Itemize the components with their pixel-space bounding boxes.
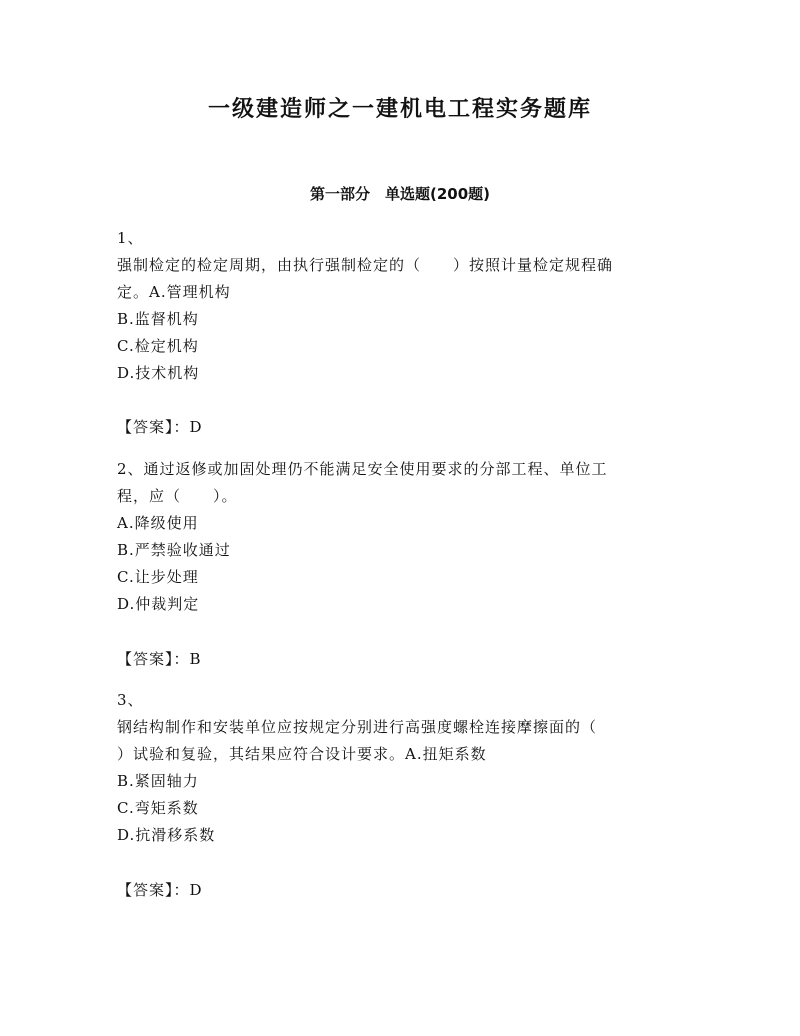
- question-1-option-c: C.检定机构: [117, 337, 199, 355]
- question-2-stem-line2: 程，应（ ）。: [117, 487, 238, 505]
- question-1-option-b: B.监督机构: [117, 310, 199, 328]
- question-3-option-d: D.抗滑移系数: [117, 826, 216, 844]
- question-3-stem-line2: ）试验和复验，其结果应符合设计要求。A.扭矩系数: [117, 745, 487, 763]
- question-3-option-b: B.紧固轴力: [117, 772, 199, 790]
- question-3-number: 3、: [117, 691, 144, 709]
- question-1-stem-line2: 定。A.管理机构: [117, 283, 231, 301]
- question-2-option-d: D.仲裁判定: [117, 595, 200, 613]
- question-3-stem-line1: 钢结构制作和安装单位应按规定分别进行高强度螺栓连接摩擦面的（: [117, 718, 598, 736]
- question-1-number: 1、: [117, 229, 144, 247]
- question-2-stem-line1: 2、通过返修或加固处理仍不能满足安全使用要求的分部工程、单位工: [117, 460, 608, 478]
- section-title: 第一部分 单选题(200题): [309, 185, 491, 203]
- question-3-option-c: C.弯矩系数: [117, 799, 199, 817]
- question-2-option-a: A.降级使用: [117, 514, 199, 532]
- question-3-answer: 【答案】：D: [117, 881, 203, 899]
- document-title: 一级建造师之一建机电工程实务题库: [207, 97, 592, 122]
- question-1-option-d: D.技术机构: [117, 364, 200, 382]
- question-2-option-c: C.让步处理: [117, 568, 199, 586]
- question-2-option-b: B.严禁验收通过: [117, 541, 231, 559]
- question-1-answer: 【答案】：D: [117, 418, 203, 436]
- question-2-answer: 【答案】：B: [117, 650, 202, 668]
- question-1-stem-line1: 强制检定的检定周期，由执行强制检定的（ ）按照计量检定规程确: [117, 256, 614, 274]
